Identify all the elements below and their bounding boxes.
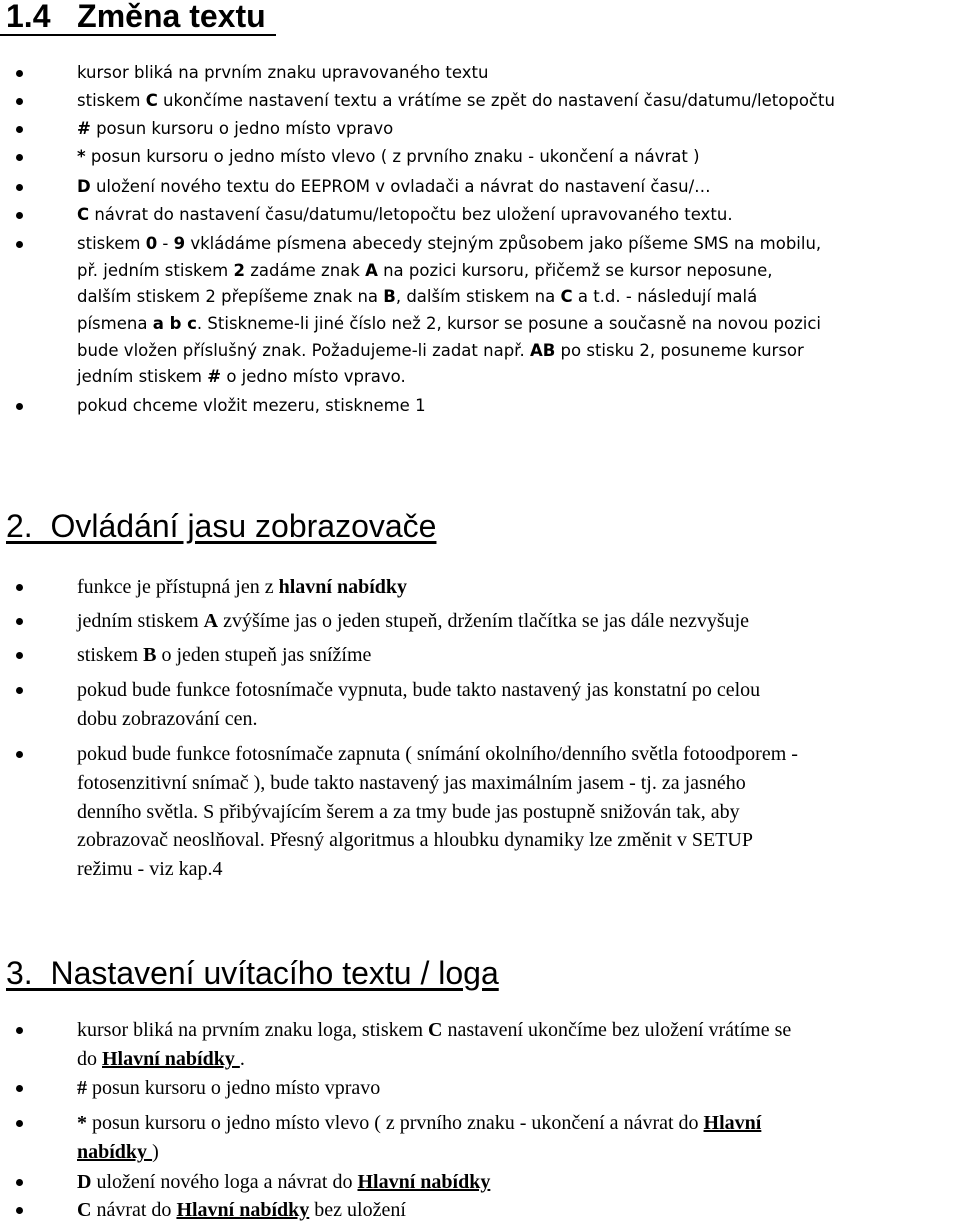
bold-term: D — [77, 1171, 92, 1193]
bullet-icon — [16, 584, 23, 591]
bold-term: A — [365, 261, 378, 280]
list-item-line — [77, 312, 821, 336]
bold-term: A — [203, 610, 219, 632]
list-item-line — [77, 285, 757, 309]
text-run: kursor bliká na prvním znaku loga, stiskem — [77, 1019, 429, 1041]
list-item-line — [77, 575, 407, 599]
text-run: po stisku 2, posuneme kursor — [555, 341, 804, 360]
list-item-line — [77, 707, 257, 731]
text-run: režimu - viz kap.4 — [77, 858, 223, 880]
text-run: dalším stiskem 2 přepíšeme znak na — [77, 287, 384, 306]
text-run: posun kursoru o jedno místo vpravo — [87, 1077, 381, 1099]
list-item-line — [77, 175, 711, 199]
bullet-icon — [16, 154, 23, 161]
list-item-line — [77, 1111, 761, 1135]
text-run: fotosenzitivní snímač ), bude takto nastavený jas maximálním jasem - tj. za jasného — [77, 772, 746, 794]
bold-term: AB — [529, 341, 556, 360]
text-run: pokud chceme vložit mezeru, stiskneme 1 — [77, 396, 426, 415]
menu-reference: Hlavní nabídky — [357, 1171, 491, 1193]
text-run: , dalším stiskem na — [395, 287, 561, 306]
list-item-line — [77, 1198, 406, 1222]
menu-reference: Hlavní nabídky — [102, 1048, 240, 1070]
bold-term: 0 — [145, 234, 158, 253]
bold-term: # — [77, 119, 91, 138]
text-run: posun kursoru o jedno místo vlevo ( z prvního znaku - ukončení a návrat do — [87, 1112, 704, 1134]
bold-term: * — [77, 1112, 87, 1134]
list-item-line — [77, 145, 700, 169]
text-run: pokud bude funkce fotosnímače vypnuta, bude takto nastavený jas konstatní po celou — [77, 679, 761, 701]
section-title: 1.4 Změna textu — [6, 0, 266, 34]
bold-term: # — [207, 367, 222, 386]
bold-term: 2 — [233, 261, 245, 280]
text-run: pokud bude funkce fotosnímače zapnuta ( snímání okolního/denního světla fotoodporem - — [77, 743, 798, 765]
list-item-line — [77, 828, 753, 852]
text-run: zobrazovač neoslňoval. Přesný algoritmus a hloubku dynamiky lze změnit v SETUP — [77, 829, 753, 851]
text-run: . Stiskneme-li jiné číslo než 2, kursor se posune a současně na novou pozici — [196, 314, 822, 333]
text-run: návrat do nastavení času/datumu/letopočtu bez uložení upravovaného textu. — [89, 205, 733, 224]
list-item-line — [77, 61, 488, 85]
bold-term: D — [77, 177, 91, 196]
list-item-line — [77, 857, 223, 881]
text-run: na pozici kursoru, přičemž se kursor neposune, — [377, 261, 773, 280]
list-item-line — [77, 117, 393, 141]
text-run: písmena — [77, 314, 153, 333]
text-run: dobu zobrazování cen. — [77, 708, 258, 730]
list-item-line — [77, 678, 760, 702]
bullet-icon — [16, 1120, 23, 1127]
list-item-line — [77, 365, 406, 389]
bullet-icon — [16, 403, 23, 410]
section-heading-welcome-text: 3. Nastavení uvítacího textu / loga — [6, 955, 499, 991]
list-item-line — [77, 1076, 380, 1100]
list-item-line — [77, 89, 835, 113]
bold-term: C — [77, 205, 90, 224]
bullet-icon — [16, 98, 23, 105]
text-run: kursor bliká na prvním znaku upravovaného textu — [77, 63, 489, 82]
list-item-line — [77, 1047, 245, 1071]
list-item-line — [77, 203, 733, 227]
text-run: stiskem — [77, 644, 144, 666]
bold-term: B — [143, 644, 157, 666]
menu-reference: Hlavní nabídky — [176, 1199, 310, 1221]
bullet-icon — [16, 212, 23, 219]
bold-term: C — [560, 287, 573, 306]
text-run: . — [239, 1048, 245, 1070]
text-run: posun kursoru o jedno místo vlevo ( z prvního znaku - ukončení a návrat ) — [85, 147, 700, 166]
text-run: denního světla. S přibývajícím šerem a za tmy bude jas postupně snižován tak, aby — [77, 801, 740, 823]
list-item-line — [77, 643, 371, 667]
bold-term: # — [77, 1077, 87, 1099]
section-heading-change-text — [0, 0, 276, 36]
bullet-icon — [16, 1027, 23, 1034]
text-run: zadáme znak — [244, 261, 366, 280]
list-item-line — [77, 1170, 490, 1194]
bold-term: C — [145, 91, 158, 110]
bold-term: B — [383, 287, 396, 306]
list-item-line — [77, 609, 749, 633]
text-run: - — [157, 234, 174, 253]
bold-term: * — [77, 147, 86, 166]
bold-term: a b c — [152, 314, 197, 333]
bullet-icon — [16, 184, 23, 191]
text-run: ukončíme nastavení textu a vrátíme se zpět do nastavení času/datumu/letopočtu — [157, 91, 835, 110]
text-run: stiskem — [77, 91, 146, 110]
bullet-icon — [16, 1207, 23, 1214]
menu-reference: Hlavní — [703, 1112, 762, 1134]
text-run: posun kursoru o jedno místo vpravo — [90, 119, 394, 138]
list-item-line — [77, 771, 746, 795]
text-run: bude vložen příslušný znak. Požadujeme-li zadat např. — [77, 341, 530, 360]
bullet-icon — [16, 751, 23, 758]
text-run: uložení nového textu do EEPROM v ovladači a návrat do nastavení času/… — [90, 177, 711, 196]
list-item-line — [77, 339, 804, 363]
list-item-line — [77, 259, 772, 283]
bold-term: C — [77, 1199, 92, 1221]
bullet-icon — [16, 241, 23, 248]
bullet-icon — [16, 618, 23, 625]
list-item-line — [77, 1018, 791, 1042]
text-run: do — [77, 1048, 102, 1070]
bold-term: 9 — [173, 234, 186, 253]
text-run: ) — [152, 1141, 159, 1163]
text-run: o jedno místo vpravo. — [221, 367, 406, 386]
list-item-line — [77, 742, 798, 766]
list-item-line — [77, 394, 426, 418]
list-item-line — [77, 800, 740, 824]
bold-term: C — [428, 1019, 443, 1041]
text-run: jedním stiskem — [77, 610, 204, 632]
text-run: návrat do — [91, 1199, 177, 1221]
text-run: uložení nového loga a návrat do — [91, 1171, 358, 1193]
menu-reference: nabídky — [77, 1141, 153, 1163]
bullet-icon — [16, 652, 23, 659]
section-heading-brightness: 2. Ovládání jasu zobrazovače — [6, 508, 437, 544]
text-run: bez uložení — [309, 1199, 406, 1221]
bullet-icon — [16, 70, 23, 77]
text-run: jedním stiskem — [77, 367, 208, 386]
list-item-line — [77, 232, 821, 256]
bullet-icon — [16, 687, 23, 694]
text-run: vkládáme písmena abecedy stejným způsobem jako píšeme SMS na mobilu, — [185, 234, 822, 253]
bullet-icon — [16, 1179, 23, 1186]
bullet-icon — [16, 126, 23, 133]
list-item-line — [77, 1140, 159, 1164]
text-run: o jeden stupeň jas snížíme — [156, 644, 372, 666]
text-run: nastavení ukončíme bez uložení vrátíme se — [442, 1019, 792, 1041]
text-run: zvýšíme jas o jeden stupeň, držením tlačítka se jas dále nezvyšuje — [218, 610, 750, 632]
bold-term: hlavní nabídky — [278, 576, 408, 598]
bullet-icon — [16, 1085, 23, 1092]
text-run: př. jedním stiskem — [77, 261, 234, 280]
text-run: a t.d. - následují malá — [572, 287, 758, 306]
text-run: stiskem — [77, 234, 146, 253]
text-run: funkce je přístupná jen z — [77, 576, 279, 598]
